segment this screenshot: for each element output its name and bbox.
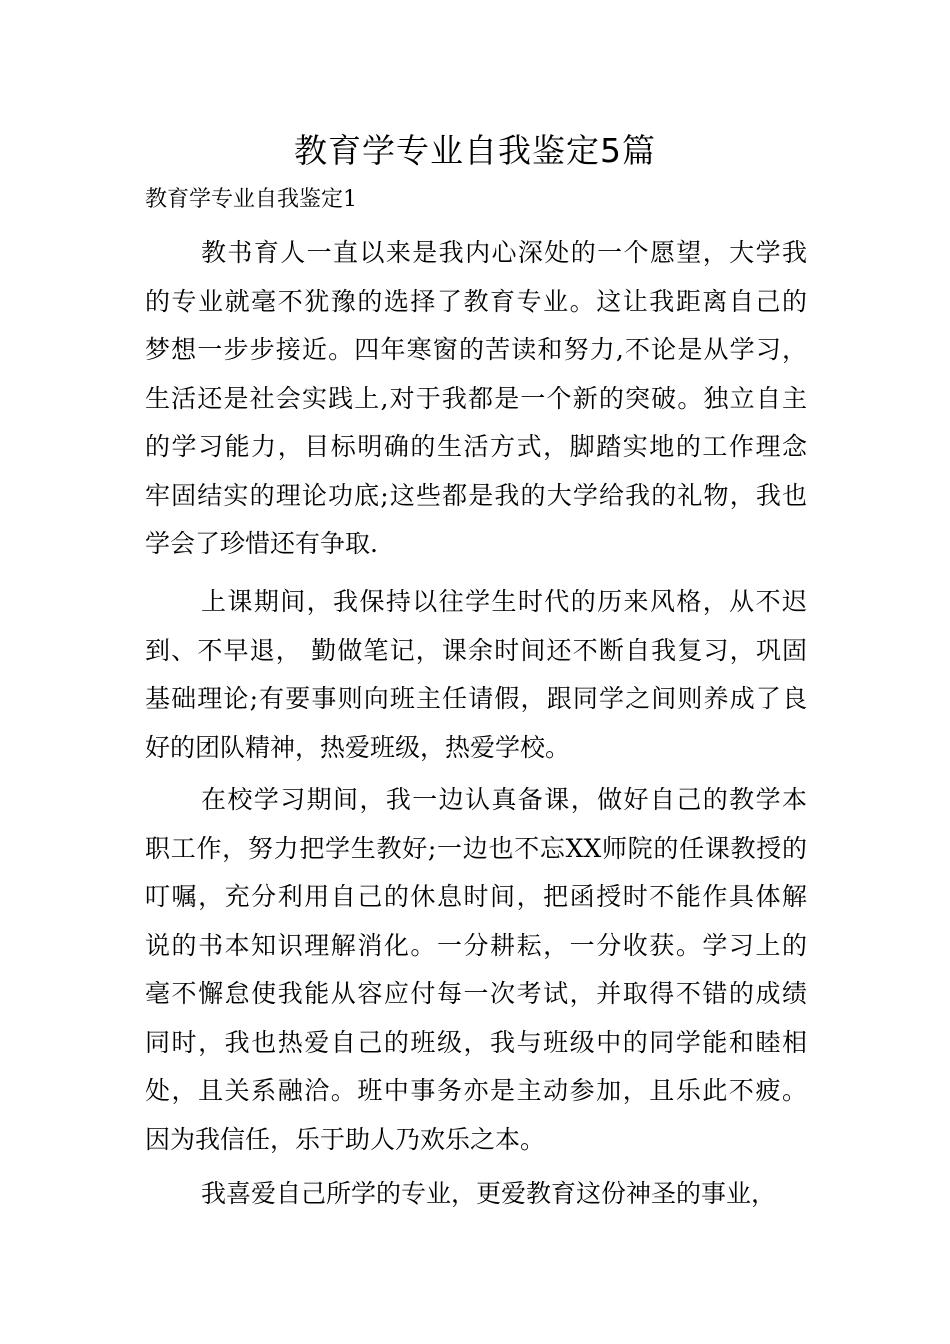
document-title: 教育学专业自我鉴定5篇 bbox=[294, 131, 656, 170]
paragraph-line: 毫不懈怠使我能从容应付每一次考试，并取得不错的成绩 bbox=[145, 979, 807, 1008]
paragraph-2 bbox=[145, 578, 807, 772]
paragraph-line: 生活还是社会实践上,对于我都是一个新的突破。独立自主 bbox=[145, 383, 807, 413]
paragraph-4 bbox=[145, 1170, 807, 1219]
paragraph-line: 职工作，努力把学生教好;一边也不忘XX师院的任课教授的 bbox=[145, 833, 807, 863]
paragraph-line: 同时，我也热爱自己的班级，我与班级中的同学能和睦相 bbox=[145, 1027, 807, 1057]
paragraph-line: 教书育人一直以来是我内心深处的一个愿望，大学我 bbox=[201, 238, 807, 267]
paragraph-line: 学会了珍惜还有争取. bbox=[145, 529, 378, 558]
paragraph-line: 叮嘱，充分利用自己的休息时间，把函授时不能作具体解 bbox=[145, 882, 807, 911]
paragraph-line: 基础理论;有要事则向班主任请假，跟同学之间则养成了良 bbox=[145, 684, 807, 713]
paragraph-line: 因为我信任，乐于助人乃欢乐之本。 bbox=[145, 1124, 546, 1154]
section-heading: 教育学专业自我鉴定1 bbox=[145, 187, 357, 212]
paragraph-1 bbox=[145, 229, 807, 569]
paragraph-line: 好的团队精神，热爱班级，热爱学校。 bbox=[145, 732, 571, 762]
paragraph-line: 梦想一步步接近。四年寒窗的苦读和努力,不论是从学习， bbox=[145, 335, 807, 364]
paragraph-line: 牢固结实的理论功底;这些都是我的大学给我的礼物，我也 bbox=[145, 480, 807, 510]
paragraph-line: 我喜爱自己所学的专业，更爱教育这份神圣的事业， bbox=[201, 1179, 777, 1208]
paragraph-line: 的专业就毫不犹豫的选择了教育专业。这让我距离自己的 bbox=[145, 286, 807, 316]
paragraph-line: 上课期间，我保持以往学生时代的历来风格，从不迟 bbox=[201, 587, 807, 616]
paragraph-line: 的学习能力，目标明确的生活方式，脚踏实地的工作理念 bbox=[145, 432, 807, 461]
paragraph-line: 到、不早退， 勤做笔记，课余时间还不断自我复习，巩固 bbox=[145, 635, 807, 665]
paragraph-line: 说的书本知识理解消化。一分耕耘，一分收获。学习上的 bbox=[145, 930, 807, 960]
paragraph-line: 在校学习期间，我一边认真备课，做好自己的教学本 bbox=[201, 785, 807, 814]
paragraph-3 bbox=[145, 776, 807, 1164]
paragraph-line: 处，且关系融洽。班中事务亦是主动参加，且乐此不疲。 bbox=[145, 1076, 807, 1105]
